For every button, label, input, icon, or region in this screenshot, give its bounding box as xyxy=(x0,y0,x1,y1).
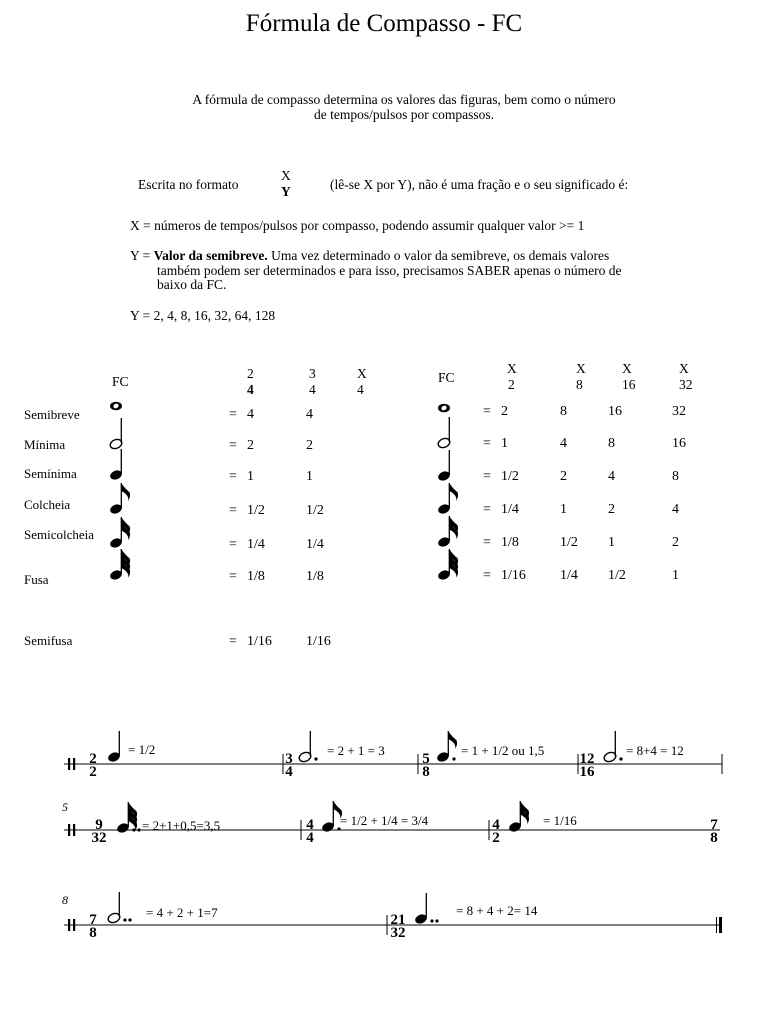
format-suffix: (lê-se X por Y), não é uma fração e o seu significado é: xyxy=(330,177,629,192)
right-header-top: X xyxy=(622,361,632,376)
right-header-bottom: 16 xyxy=(622,377,636,392)
y-def-line-2: também podem ser determinados e para isso, precisamos SABER apenas o número de xyxy=(157,263,622,278)
time-signature xyxy=(710,817,718,846)
measure-equation: = 2 + 1 = 3 xyxy=(327,743,385,758)
y-def-prefix: Y = xyxy=(130,248,154,263)
half-note-icon xyxy=(298,731,318,763)
eighth-note-icon xyxy=(109,483,130,515)
quarter-note-icon xyxy=(109,449,123,481)
svg-text:2: 2 xyxy=(89,751,97,767)
sixteenth-note-icon xyxy=(508,801,529,833)
figure-name: Semínima xyxy=(24,466,77,481)
svg-text:4: 4 xyxy=(285,764,293,780)
right-value: 8 xyxy=(608,436,615,451)
equals-sign: = xyxy=(229,634,237,649)
intro-line-2: de tempos/pulsos por compassos. xyxy=(314,107,494,122)
left-header-top: 3 xyxy=(309,366,316,381)
svg-text:8: 8 xyxy=(89,925,97,941)
measure-equation: = 8 + 4 + 2= 14 xyxy=(456,903,538,918)
svg-text:7: 7 xyxy=(89,912,97,928)
equals-sign: = xyxy=(229,537,237,552)
equals-sign: = xyxy=(483,502,491,517)
figure-name: Semifusa xyxy=(24,633,73,648)
figure-name: Mínima xyxy=(24,437,66,452)
time-signature xyxy=(492,817,500,846)
right-header-bottom: 2 xyxy=(508,377,515,392)
right-value: 4 xyxy=(672,502,679,517)
right-value: 1/4 xyxy=(560,568,578,583)
half-note-icon xyxy=(603,731,623,763)
left-header-bottom: 4 xyxy=(309,382,316,397)
equals-sign: = xyxy=(229,469,237,484)
right-value: 4 xyxy=(560,436,567,451)
right-value: 1/16 xyxy=(501,568,526,583)
time-signature xyxy=(89,751,97,780)
format-denominator: Y xyxy=(281,184,291,199)
left-value-col2: 1/4 xyxy=(306,537,324,552)
right-header-bottom: 8 xyxy=(576,377,583,392)
y-def-line-3: baixo da FC. xyxy=(157,277,227,292)
figure-name: Colcheia xyxy=(24,497,71,512)
format-prefix: Escrita no formato xyxy=(138,177,239,192)
figure-name: Semibreve xyxy=(24,407,80,422)
equals-sign: = xyxy=(483,535,491,550)
svg-text:7: 7 xyxy=(710,817,718,833)
sixteenth-note-icon xyxy=(437,516,458,548)
left-value-col1: 1/2 xyxy=(247,503,265,518)
page-title: Fórmula de Compasso - FC xyxy=(245,10,523,37)
quarter-note-icon xyxy=(414,893,439,925)
figure-name: Semicolcheia xyxy=(24,527,95,542)
right-value: 16 xyxy=(608,404,622,419)
right-value: 2 xyxy=(501,404,508,419)
figure-name: Fusa xyxy=(24,572,49,587)
left-value-col1: 1 xyxy=(247,469,254,484)
sixteenth-note-icon xyxy=(109,517,130,549)
right-value: 8 xyxy=(672,469,679,484)
right-value: 1 xyxy=(560,502,567,517)
thirty-second-note-icon xyxy=(109,549,130,581)
time-signature xyxy=(391,912,406,941)
time-signature xyxy=(285,751,293,780)
left-value-col1: 2 xyxy=(247,438,254,453)
right-value: 2 xyxy=(672,535,679,550)
svg-text:2: 2 xyxy=(492,830,500,846)
right-value: 1/2 xyxy=(560,535,578,550)
equals-sign: = xyxy=(229,503,237,518)
eighth-note-icon xyxy=(436,731,457,763)
eighth-note-icon xyxy=(321,801,342,833)
x-definition: X = números de tempos/pulsos por compasso, podendo assumir qualquer valor >= 1 xyxy=(130,218,585,233)
svg-text:3: 3 xyxy=(285,751,293,767)
whole-note-icon xyxy=(438,404,450,413)
right-header-bottom: 32 xyxy=(679,377,693,392)
intro-line-1: A fórmula de compasso determina os valores das figuras, bem como o número xyxy=(192,92,616,107)
time-signature xyxy=(89,912,97,941)
time-signature xyxy=(306,817,314,846)
measure-equation: = 1/16 xyxy=(543,813,577,828)
left-value-col1: 4 xyxy=(247,407,254,422)
equals-sign: = xyxy=(229,569,237,584)
right-value: 1 xyxy=(608,535,615,550)
right-value: 1 xyxy=(672,568,679,583)
right-value: 32 xyxy=(672,404,686,419)
left-value-col1: 1/8 xyxy=(247,569,265,584)
svg-text:2: 2 xyxy=(89,764,97,780)
left-value-col2: 1 xyxy=(306,469,313,484)
left-value-col2: 2 xyxy=(306,438,313,453)
right-header-top: X xyxy=(507,361,517,376)
svg-text:4: 4 xyxy=(306,830,314,846)
left-value-col2: 1/16 xyxy=(306,634,331,649)
thirty-second-note-icon xyxy=(437,549,458,581)
svg-text:8: 8 xyxy=(710,830,718,846)
fc-label-right: FC xyxy=(438,370,455,385)
left-header-top: 2 xyxy=(247,366,254,381)
final-barline xyxy=(716,917,722,933)
half-note-icon xyxy=(107,892,132,924)
thirty-second-note-icon xyxy=(116,802,141,834)
half-note-icon xyxy=(109,418,123,450)
equals-sign: = xyxy=(229,407,237,422)
right-value: 1/2 xyxy=(608,568,626,583)
left-value-col2: 1/8 xyxy=(306,569,324,584)
left-value-col1: 1/4 xyxy=(247,537,265,552)
svg-text:32: 32 xyxy=(390,925,406,941)
quarter-note-icon xyxy=(437,450,451,482)
svg-text:9: 9 xyxy=(95,817,103,833)
eighth-note-icon xyxy=(437,483,458,515)
right-header-top: X xyxy=(576,361,586,376)
svg-text:5: 5 xyxy=(422,751,430,767)
right-value: 4 xyxy=(608,469,615,484)
right-value: 1 xyxy=(501,436,508,451)
measure-number: 5 xyxy=(62,800,68,814)
svg-text:16: 16 xyxy=(579,764,595,780)
time-signature xyxy=(580,751,596,780)
fc-label-left: FC xyxy=(112,374,129,389)
left-value-col1: 1/16 xyxy=(247,634,272,649)
measure-equation: = 1 + 1/2 ou 1,5 xyxy=(461,743,545,758)
time-signature xyxy=(422,751,430,780)
right-value: 16 xyxy=(672,436,686,451)
left-value-col2: 1/2 xyxy=(306,503,324,518)
measure-number: 8 xyxy=(62,893,68,907)
right-value: 1/8 xyxy=(501,535,519,550)
equals-sign: = xyxy=(229,438,237,453)
left-value-col2: 4 xyxy=(306,407,313,422)
measure-equation: = 4 + 2 + 1=7 xyxy=(146,905,218,920)
svg-text:21: 21 xyxy=(390,912,406,928)
svg-text:4: 4 xyxy=(492,817,500,833)
measure-equation: = 1/2 + 1/4 = 3/4 xyxy=(340,813,429,828)
measure-equation: = 8+4 = 12 xyxy=(626,743,684,758)
right-value: 8 xyxy=(560,404,567,419)
svg-text:8: 8 xyxy=(422,764,430,780)
y-def-bold: Valor da semibreve. xyxy=(153,248,268,263)
y-def-rest: Uma vez determinado o valor da semibreve, os demais valores xyxy=(267,248,610,263)
y-values: Y = 2, 4, 8, 16, 32, 64, 128 xyxy=(130,308,276,323)
quarter-note-icon xyxy=(107,731,121,763)
svg-text:32: 32 xyxy=(91,830,107,846)
measure-equation: = 2+1+0,5=3,5 xyxy=(142,818,221,833)
half-note-icon xyxy=(437,417,451,449)
right-header-top: X xyxy=(679,361,689,376)
time-signature xyxy=(92,817,107,846)
measure-equation: = 1/2 xyxy=(128,742,156,757)
equals-sign: = xyxy=(483,404,491,419)
format-numerator: X xyxy=(281,168,291,183)
equals-sign: = xyxy=(483,568,491,583)
svg-text:4: 4 xyxy=(306,817,314,833)
left-header-bottom: 4 xyxy=(247,382,254,397)
svg-text:12: 12 xyxy=(579,751,595,767)
left-header-bottom: 4 xyxy=(357,382,364,397)
right-value: 2 xyxy=(560,469,567,484)
right-value: 2 xyxy=(608,502,615,517)
right-value: 1/2 xyxy=(501,469,519,484)
left-header-top: X xyxy=(357,366,367,381)
equals-sign: = xyxy=(483,436,491,451)
right-value: 1/4 xyxy=(501,502,519,517)
whole-note-icon xyxy=(110,402,122,411)
equals-sign: = xyxy=(483,469,491,484)
